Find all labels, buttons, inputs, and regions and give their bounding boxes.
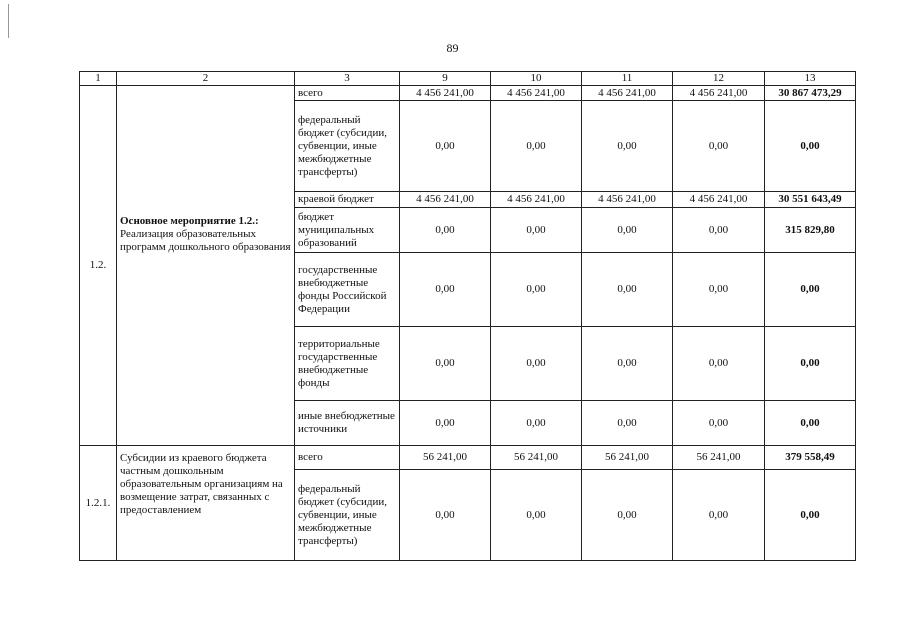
scan-edge-mark bbox=[8, 4, 9, 38]
value-cell: 4 456 241,00 bbox=[673, 192, 765, 208]
value-cell: 0,00 bbox=[673, 470, 765, 561]
row-index: 1.2.1. bbox=[80, 446, 117, 561]
value-cell: 0,00 bbox=[491, 101, 582, 192]
funding-source: территориальные государственные внебюджетные фонды bbox=[295, 327, 400, 401]
column-header: 3 bbox=[295, 72, 400, 86]
activity-title: Основное мероприятие 1.2.: bbox=[120, 215, 259, 227]
column-header: 10 bbox=[491, 72, 582, 86]
total-cell: 379 558,49 bbox=[765, 446, 856, 470]
value-cell: 0,00 bbox=[400, 401, 491, 446]
value-cell: 0,00 bbox=[400, 327, 491, 401]
value-cell: 4 456 241,00 bbox=[491, 192, 582, 208]
funding-source: краевой бюджет bbox=[295, 192, 400, 208]
value-cell: 0,00 bbox=[491, 253, 582, 327]
activity-text: Реализация образовательных программ дошкольного образования bbox=[120, 228, 291, 253]
value-cell: 4 456 241,00 bbox=[582, 86, 673, 101]
table-row bbox=[80, 86, 856, 101]
value-cell: 0,00 bbox=[491, 470, 582, 561]
funding-source: федеральный бюджет (субсидии, субвенции, иные межбюджетные трансферты) bbox=[295, 470, 400, 561]
total-cell: 0,00 bbox=[765, 470, 856, 561]
funding-source: иные внебюджетные источники bbox=[295, 401, 400, 446]
row-index: 1.2. bbox=[80, 86, 117, 446]
value-cell: 0,00 bbox=[400, 101, 491, 192]
activity-description: Субсидии из краевого бюджета частным дошкольным образовательным организациям на возмещение затрат, связанных с предоставлением bbox=[117, 446, 295, 561]
value-cell: 0,00 bbox=[582, 401, 673, 446]
activity-description bbox=[117, 86, 295, 446]
value-cell: 4 456 241,00 bbox=[400, 86, 491, 101]
total-cell: 30 551 643,49 bbox=[765, 192, 856, 208]
value-cell: 0,00 bbox=[582, 208, 673, 253]
value-cell: 4 456 241,00 bbox=[673, 86, 765, 101]
value-cell: 56 241,00 bbox=[400, 446, 491, 470]
value-cell: 4 456 241,00 bbox=[582, 192, 673, 208]
total-cell: 0,00 bbox=[765, 253, 856, 327]
value-cell: 0,00 bbox=[673, 101, 765, 192]
value-cell: 0,00 bbox=[582, 327, 673, 401]
total-cell: 315 829,80 bbox=[765, 208, 856, 253]
value-cell: 0,00 bbox=[673, 253, 765, 327]
value-cell: 0,00 bbox=[491, 327, 582, 401]
value-cell: 0,00 bbox=[582, 253, 673, 327]
value-cell: 0,00 bbox=[673, 327, 765, 401]
column-header: 12 bbox=[673, 72, 765, 86]
value-cell: 0,00 bbox=[582, 101, 673, 192]
column-header: 2 bbox=[117, 72, 295, 86]
column-header: 1 bbox=[80, 72, 117, 86]
column-header: 11 bbox=[582, 72, 673, 86]
total-cell: 0,00 bbox=[765, 401, 856, 446]
value-cell: 56 241,00 bbox=[582, 446, 673, 470]
value-cell: 0,00 bbox=[491, 401, 582, 446]
total-cell: 0,00 bbox=[765, 327, 856, 401]
page-number: 89 bbox=[446, 41, 459, 55]
value-cell: 0,00 bbox=[673, 208, 765, 253]
header-row bbox=[80, 72, 856, 86]
value-cell: 0,00 bbox=[400, 253, 491, 327]
value-cell: 56 241,00 bbox=[673, 446, 765, 470]
value-cell: 0,00 bbox=[582, 470, 673, 561]
total-cell: 0,00 bbox=[765, 101, 856, 192]
value-cell: 0,00 bbox=[491, 208, 582, 253]
value-cell: 0,00 bbox=[400, 208, 491, 253]
value-cell: 0,00 bbox=[673, 401, 765, 446]
total-cell: 30 867 473,29 bbox=[765, 86, 856, 101]
funding-source: государственные внебюджетные фонды Российской Федерации bbox=[295, 253, 400, 327]
table-row bbox=[80, 446, 856, 470]
funding-source: федеральный бюджет (субсидии, субвенции, иные межбюджетные трансферты) bbox=[295, 101, 400, 192]
value-cell: 0,00 bbox=[400, 470, 491, 561]
value-cell: 4 456 241,00 bbox=[491, 86, 582, 101]
funding-source: всего bbox=[295, 446, 400, 470]
funding-source: бюджет муниципальных образований bbox=[295, 208, 400, 253]
funding-source: всего bbox=[295, 86, 400, 101]
value-cell: 56 241,00 bbox=[491, 446, 582, 470]
budget-table bbox=[79, 71, 856, 561]
column-header: 9 bbox=[400, 72, 491, 86]
column-header: 13 bbox=[765, 72, 856, 86]
value-cell: 4 456 241,00 bbox=[400, 192, 491, 208]
